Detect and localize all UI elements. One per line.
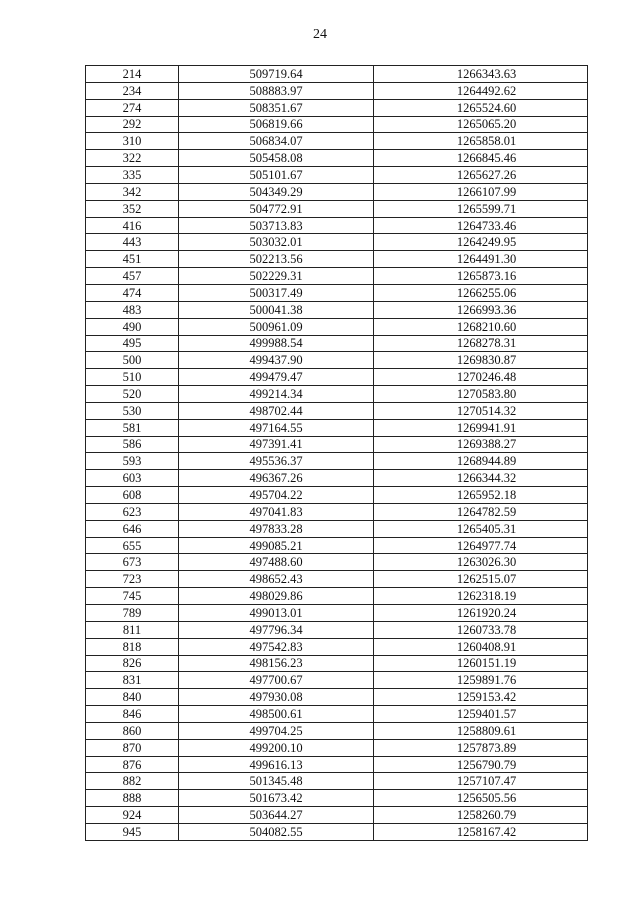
point-number-cell: 646 (86, 520, 179, 537)
point-number-cell: 474 (86, 284, 179, 301)
y-coordinate-cell: 1266107.99 (374, 183, 588, 200)
point-number-cell: 322 (86, 150, 179, 167)
table-row (86, 133, 588, 150)
y-coordinate-cell: 1264782.59 (374, 503, 588, 520)
table-row (86, 167, 588, 184)
x-coordinate-cell: 497041.83 (179, 503, 374, 520)
point-number-cell: 826 (86, 655, 179, 672)
table-row (86, 503, 588, 520)
x-coordinate-cell: 497796.34 (179, 621, 374, 638)
table-row (86, 66, 588, 83)
point-number-cell: 623 (86, 503, 179, 520)
x-coordinate-cell: 506834.07 (179, 133, 374, 150)
y-coordinate-cell: 1270583.80 (374, 386, 588, 403)
point-number-cell: 723 (86, 571, 179, 588)
x-coordinate-cell: 497930.08 (179, 689, 374, 706)
table-row (86, 655, 588, 672)
table-row (86, 554, 588, 571)
point-number-cell: 443 (86, 234, 179, 251)
point-number-cell: 234 (86, 82, 179, 99)
y-coordinate-cell: 1269941.91 (374, 419, 588, 436)
point-number-cell: 789 (86, 605, 179, 622)
table-row (86, 217, 588, 234)
table-row (86, 284, 588, 301)
y-coordinate-cell: 1257873.89 (374, 739, 588, 756)
point-number-cell: 342 (86, 183, 179, 200)
table-row (86, 638, 588, 655)
point-number-cell: 945 (86, 823, 179, 840)
table-row (86, 756, 588, 773)
point-number-cell: 818 (86, 638, 179, 655)
y-coordinate-cell: 1260408.91 (374, 638, 588, 655)
x-coordinate-cell: 499085.21 (179, 537, 374, 554)
y-coordinate-cell: 1262515.07 (374, 571, 588, 588)
y-coordinate-cell: 1256505.56 (374, 790, 588, 807)
table-row (86, 386, 588, 403)
point-number-cell: 876 (86, 756, 179, 773)
point-number-cell: 530 (86, 402, 179, 419)
table-row (86, 116, 588, 133)
point-number-cell: 831 (86, 672, 179, 689)
x-coordinate-cell: 499616.13 (179, 756, 374, 773)
x-coordinate-cell: 506819.66 (179, 116, 374, 133)
table-row (86, 571, 588, 588)
point-number-cell: 673 (86, 554, 179, 571)
y-coordinate-cell: 1268278.31 (374, 335, 588, 352)
y-coordinate-cell: 1258809.61 (374, 722, 588, 739)
y-coordinate-cell: 1269388.27 (374, 436, 588, 453)
table-row (86, 672, 588, 689)
x-coordinate-cell: 497833.28 (179, 520, 374, 537)
point-number-cell: 888 (86, 790, 179, 807)
x-coordinate-cell: 499200.10 (179, 739, 374, 756)
table-row (86, 335, 588, 352)
table-row (86, 588, 588, 605)
x-coordinate-cell: 499704.25 (179, 722, 374, 739)
table-row (86, 470, 588, 487)
page-number: 24 (313, 27, 327, 42)
table-row (86, 621, 588, 638)
point-number-cell: 608 (86, 487, 179, 504)
x-coordinate-cell: 497542.83 (179, 638, 374, 655)
y-coordinate-cell: 1265627.26 (374, 167, 588, 184)
table-row (86, 251, 588, 268)
table-row (86, 402, 588, 419)
y-coordinate-cell: 1259401.57 (374, 706, 588, 723)
y-coordinate-cell: 1260733.78 (374, 621, 588, 638)
point-number-cell: 846 (86, 706, 179, 723)
y-coordinate-cell: 1265873.16 (374, 268, 588, 285)
point-number-cell: 603 (86, 470, 179, 487)
x-coordinate-cell: 501673.42 (179, 790, 374, 807)
table-row (86, 200, 588, 217)
x-coordinate-cell: 499988.54 (179, 335, 374, 352)
table-row (86, 453, 588, 470)
x-coordinate-cell: 495536.37 (179, 453, 374, 470)
table-row (86, 301, 588, 318)
point-number-cell: 840 (86, 689, 179, 706)
y-coordinate-cell: 1266343.63 (374, 66, 588, 83)
point-number-cell: 457 (86, 268, 179, 285)
y-coordinate-cell: 1256790.79 (374, 756, 588, 773)
x-coordinate-cell: 501345.48 (179, 773, 374, 790)
y-coordinate-cell: 1259891.76 (374, 672, 588, 689)
y-coordinate-cell: 1265858.01 (374, 133, 588, 150)
point-number-cell: 870 (86, 739, 179, 756)
table-row (86, 487, 588, 504)
y-coordinate-cell: 1266344.32 (374, 470, 588, 487)
y-coordinate-cell: 1264492.62 (374, 82, 588, 99)
table-row (86, 419, 588, 436)
x-coordinate-cell: 500961.09 (179, 318, 374, 335)
table-row (86, 773, 588, 790)
y-coordinate-cell: 1268210.60 (374, 318, 588, 335)
point-number-cell: 483 (86, 301, 179, 318)
y-coordinate-cell: 1266845.46 (374, 150, 588, 167)
table-row (86, 369, 588, 386)
point-number-cell: 274 (86, 99, 179, 116)
point-number-cell: 510 (86, 369, 179, 386)
table-row (86, 352, 588, 369)
table-row (86, 234, 588, 251)
point-number-cell: 581 (86, 419, 179, 436)
x-coordinate-cell: 497488.60 (179, 554, 374, 571)
point-number-cell: 593 (86, 453, 179, 470)
x-coordinate-cell: 499479.47 (179, 369, 374, 386)
y-coordinate-cell: 1266255.06 (374, 284, 588, 301)
table-row (86, 689, 588, 706)
coordinates-table (85, 65, 588, 841)
x-coordinate-cell: 499437.90 (179, 352, 374, 369)
point-number-cell: 500 (86, 352, 179, 369)
table-row (86, 150, 588, 167)
point-number-cell: 495 (86, 335, 179, 352)
x-coordinate-cell: 498702.44 (179, 402, 374, 419)
x-coordinate-cell: 498029.86 (179, 588, 374, 605)
point-number-cell: 292 (86, 116, 179, 133)
x-coordinate-cell: 502213.56 (179, 251, 374, 268)
y-coordinate-cell: 1270514.32 (374, 402, 588, 419)
x-coordinate-cell: 508351.67 (179, 99, 374, 116)
x-coordinate-cell: 504082.55 (179, 823, 374, 840)
x-coordinate-cell: 505101.67 (179, 167, 374, 184)
x-coordinate-cell: 499214.34 (179, 386, 374, 403)
x-coordinate-cell: 496367.26 (179, 470, 374, 487)
table-body (86, 66, 588, 841)
table-row (86, 183, 588, 200)
point-number-cell: 882 (86, 773, 179, 790)
y-coordinate-cell: 1268944.89 (374, 453, 588, 470)
point-number-cell: 310 (86, 133, 179, 150)
y-coordinate-cell: 1264733.46 (374, 217, 588, 234)
y-coordinate-cell: 1258167.42 (374, 823, 588, 840)
x-coordinate-cell: 509719.64 (179, 66, 374, 83)
table-row (86, 268, 588, 285)
table-row (86, 722, 588, 739)
y-coordinate-cell: 1258260.79 (374, 807, 588, 824)
x-coordinate-cell: 500041.38 (179, 301, 374, 318)
table-row (86, 706, 588, 723)
y-coordinate-cell: 1261920.24 (374, 605, 588, 622)
x-coordinate-cell: 503032.01 (179, 234, 374, 251)
y-coordinate-cell: 1263026.30 (374, 554, 588, 571)
x-coordinate-cell: 499013.01 (179, 605, 374, 622)
table-row (86, 99, 588, 116)
table-row (86, 605, 588, 622)
y-coordinate-cell: 1266993.36 (374, 301, 588, 318)
x-coordinate-cell: 504772.91 (179, 200, 374, 217)
y-coordinate-cell: 1260151.19 (374, 655, 588, 672)
y-coordinate-cell: 1270246.48 (374, 369, 588, 386)
y-coordinate-cell: 1265952.18 (374, 487, 588, 504)
x-coordinate-cell: 498500.61 (179, 706, 374, 723)
x-coordinate-cell: 497164.55 (179, 419, 374, 436)
table-row (86, 520, 588, 537)
x-coordinate-cell: 505458.08 (179, 150, 374, 167)
table-row (86, 436, 588, 453)
y-coordinate-cell: 1264491.30 (374, 251, 588, 268)
x-coordinate-cell: 498652.43 (179, 571, 374, 588)
x-coordinate-cell: 503713.83 (179, 217, 374, 234)
table-row (86, 807, 588, 824)
table-row (86, 318, 588, 335)
x-coordinate-cell: 504349.29 (179, 183, 374, 200)
y-coordinate-cell: 1269830.87 (374, 352, 588, 369)
y-coordinate-cell: 1257107.47 (374, 773, 588, 790)
x-coordinate-cell: 497391.41 (179, 436, 374, 453)
point-number-cell: 451 (86, 251, 179, 268)
y-coordinate-cell: 1265065.20 (374, 116, 588, 133)
point-number-cell: 416 (86, 217, 179, 234)
y-coordinate-cell: 1265405.31 (374, 520, 588, 537)
point-number-cell: 655 (86, 537, 179, 554)
table-row (86, 790, 588, 807)
point-number-cell: 214 (86, 66, 179, 83)
x-coordinate-cell: 503644.27 (179, 807, 374, 824)
x-coordinate-cell: 498156.23 (179, 655, 374, 672)
point-number-cell: 520 (86, 386, 179, 403)
point-number-cell: 586 (86, 436, 179, 453)
table-row (86, 82, 588, 99)
point-number-cell: 811 (86, 621, 179, 638)
table-row (86, 537, 588, 554)
point-number-cell: 924 (86, 807, 179, 824)
y-coordinate-cell: 1262318.19 (374, 588, 588, 605)
table-row (86, 739, 588, 756)
point-number-cell: 490 (86, 318, 179, 335)
y-coordinate-cell: 1259153.42 (374, 689, 588, 706)
y-coordinate-cell: 1264977.74 (374, 537, 588, 554)
point-number-cell: 335 (86, 167, 179, 184)
x-coordinate-cell: 508883.97 (179, 82, 374, 99)
point-number-cell: 745 (86, 588, 179, 605)
y-coordinate-cell: 1265524.60 (374, 99, 588, 116)
x-coordinate-cell: 497700.67 (179, 672, 374, 689)
x-coordinate-cell: 500317.49 (179, 284, 374, 301)
y-coordinate-cell: 1264249.95 (374, 234, 588, 251)
y-coordinate-cell: 1265599.71 (374, 200, 588, 217)
x-coordinate-cell: 495704.22 (179, 487, 374, 504)
point-number-cell: 860 (86, 722, 179, 739)
table-row (86, 823, 588, 840)
point-number-cell: 352 (86, 200, 179, 217)
x-coordinate-cell: 502229.31 (179, 268, 374, 285)
